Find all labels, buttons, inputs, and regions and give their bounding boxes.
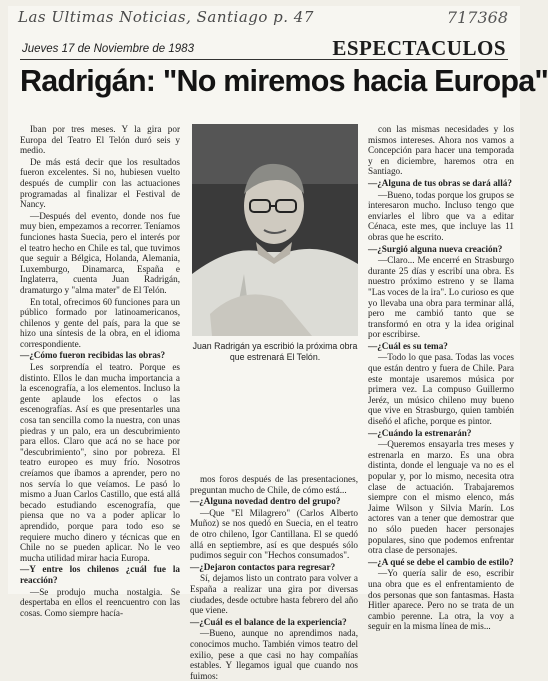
interview-question: —¿Cuál es el balance de la experiencia? xyxy=(190,616,347,627)
article-paragraph: Iban por tres meses. Y la gira por Europa del Teatro El Telón duró seis y medio. xyxy=(20,124,180,156)
article-paragraph: —Yo quería salir de eso, escribir una obra que es el enfrentamiento de dos personas que son fantasmas. Hasta Hitler aparece. Pero no se trata de un cambio perenne. La otra, la voy a seguir en la misma línea de mis... xyxy=(368,568,514,632)
header-rule xyxy=(20,59,508,60)
photo-caption: Juan Radrigán ya escribió la próxima obra que estrenará El Telón. xyxy=(192,341,358,362)
interview-question: —¿Alguna novedad dentro del grupo? xyxy=(190,496,341,507)
handwritten-source-note: Las Ultimas Noticias, Santiago p. 47 xyxy=(18,8,314,26)
section-title: ESPECTACULOS xyxy=(332,36,506,60)
article-paragraph: —Que "El Milagrero" (Carlos Alberto Muñoz) se nos quedó en Suecia, en el teatro de otro chileno, Igor Cantillana. El se quedó allá en septiembre, así es que después sólo pudimos seguir con "Hechos consumados". xyxy=(190,507,358,561)
interview-question: —¿Cuál es su tema? xyxy=(368,340,448,351)
article-paragraph: Sí, dejamos listo un contrato para volver a España a realizar una gira por diversas ciudades, desde octubre hasta febrero del año que viene. xyxy=(190,573,358,616)
article-paragraph: —Todo lo que pasa. Todas las voces que están dentro y fuera de Chile. Para este montaje usaremos música por primera vez. La compuso Guillermo Jeréz, un músico chileno muy bueno que vive en Strasburgo, quien también diseñó el afiche, porque es pintor. xyxy=(368,352,514,427)
article-paragraph: En total, ofrecimos 60 funciones para un público formado por latinoamericanos, chilenos y gente del país, para la que se hizo una síntesis de la obra, en el idioma correspondiente. xyxy=(20,296,180,349)
article-column-1 xyxy=(20,124,180,618)
article-paragraph: —Queremos ensayarla tres meses y estrenarla en marzo. Es una obra distinta, donde el lenguaje va no es el popular y, por lo mismo, necesita otra clase de actuación. Trabajaremos siempre con el mismo elenco, más Jaime Wilson y Silvia Marín. Los actores van a tener que demostrar que no sólo pueden hacer personajes populares, sino que podemos enfrentar otra clase de personajes. xyxy=(368,439,514,556)
interview-question: —¿Cómo fueron recibidas las obras? xyxy=(20,350,166,361)
interview-question: —¿Alguna de tus obras se dará allá? xyxy=(368,177,512,188)
interview-question: —¿Surgió alguna nueva creación? xyxy=(368,243,503,254)
article-column-2 xyxy=(190,474,358,681)
interview-question: —¿Cuándo la estrenarán? xyxy=(368,427,472,438)
portrait-photo xyxy=(192,124,358,336)
interview-question: —Y entre los chilenos ¿cuál fue la reacción? xyxy=(20,564,180,585)
interview-question: —¿A qué se debe el cambio de estilo? xyxy=(368,556,514,567)
publication-date: Jueves 17 de Noviembre de 1983 xyxy=(22,43,194,55)
article-paragraph: —Se produjo mucha nostalgia. Se despertaba en ellos el reencuentro con las cosas. Como siempre hacía- xyxy=(20,586,180,618)
article-paragraph: Les sorprendía el teatro. Porque es distinto. Ellos le dan mucha importancia a la escenografía, a los elementos. Incluso la gente aplaude los efectos o las escenografías. Así es que presentarles una cosa tan sencilla como la nuestra, con unas piedras y un palo, era un descubrimiento para ellos. Claro que acá no se hace por "descubrimiento", sino por pobreza. El teatro europeo es muy frío. Nosotros creíamos que íbamos a aprender, pero no nos servía lo que veíamos. Le pasó lo mismo a Juan Carlos Castillo, que está allá becado estudiando escenografía, que piensa que no va a poder aplicar lo aprendido, porque para todo eso se requiere mucho dinero y técnicas que en Chile no se pueden aplicar. No le veo mucha utilidad mirar hacia Europa. xyxy=(20,362,180,563)
article-paragraph: mos foros después de las presentaciones, preguntan mucho de Chile, de cómo está... xyxy=(190,474,358,495)
article-paragraph: De más está decir que los resultados fueron excelentes. Si no, hubiesen vuelto después de cumplir con las actuaciones programadas al finalizar el Festival de Nancy. xyxy=(20,156,180,210)
article-headline: Radrigán: "No miremos hacia Europa" xyxy=(20,64,548,98)
interview-question: —¿Dejaron contactos para regresar? xyxy=(190,561,336,572)
newspaper-clipping xyxy=(8,6,548,681)
article-column-3 xyxy=(368,124,514,632)
article-paragraph: —Claro... Me encerré en Strasburgo durante 25 días y escribí una obra. Es nuestro próximo estreno y se llama "Las voces de la ira". Lo curioso es que yo llevaba una obra para terminar allá, pero me cambió tanto que se transformó en otra y la idea original por escribirse. xyxy=(368,255,514,340)
handwritten-serial-number: 717368 xyxy=(446,8,508,27)
article-paragraph: —Después del evento, donde nos fue muy bien, empezamos a recorrer. Teníamos funciones hasta Suecia, pero el interés por el teatro hecho en Chile es tal, que tuvimos que seguir a Bélgica, Holanda, Alemania, Luxemburgo, Dinamarca, España e Inglaterra, cuenta Juan Radrigán, dramaturgo y "alma mater" de El Telón. xyxy=(20,210,180,295)
article-paragraph: —Bueno, todas porque los grupos se interesaron mucho. Incluso tengo que enviarles el libro que va a editar Cénaca, este mes, que incluye las 11 obras que he escrito. xyxy=(368,189,514,242)
article-paragraph: con las mismas necesidades y los mismos intereses. Ahora nos vamos a Concepción para hacer una temporada y en diciembre, haremos otra en Santiago. xyxy=(368,124,514,177)
article-paragraph: —Bueno, aunque no aprendimos nada, conocimos mucho. También vimos teatro del exilio, pese a que casi no hay compañías estables. Y llegamos igual que cuando nos fuimos: xyxy=(190,628,358,681)
portrait-illustration xyxy=(192,124,358,336)
